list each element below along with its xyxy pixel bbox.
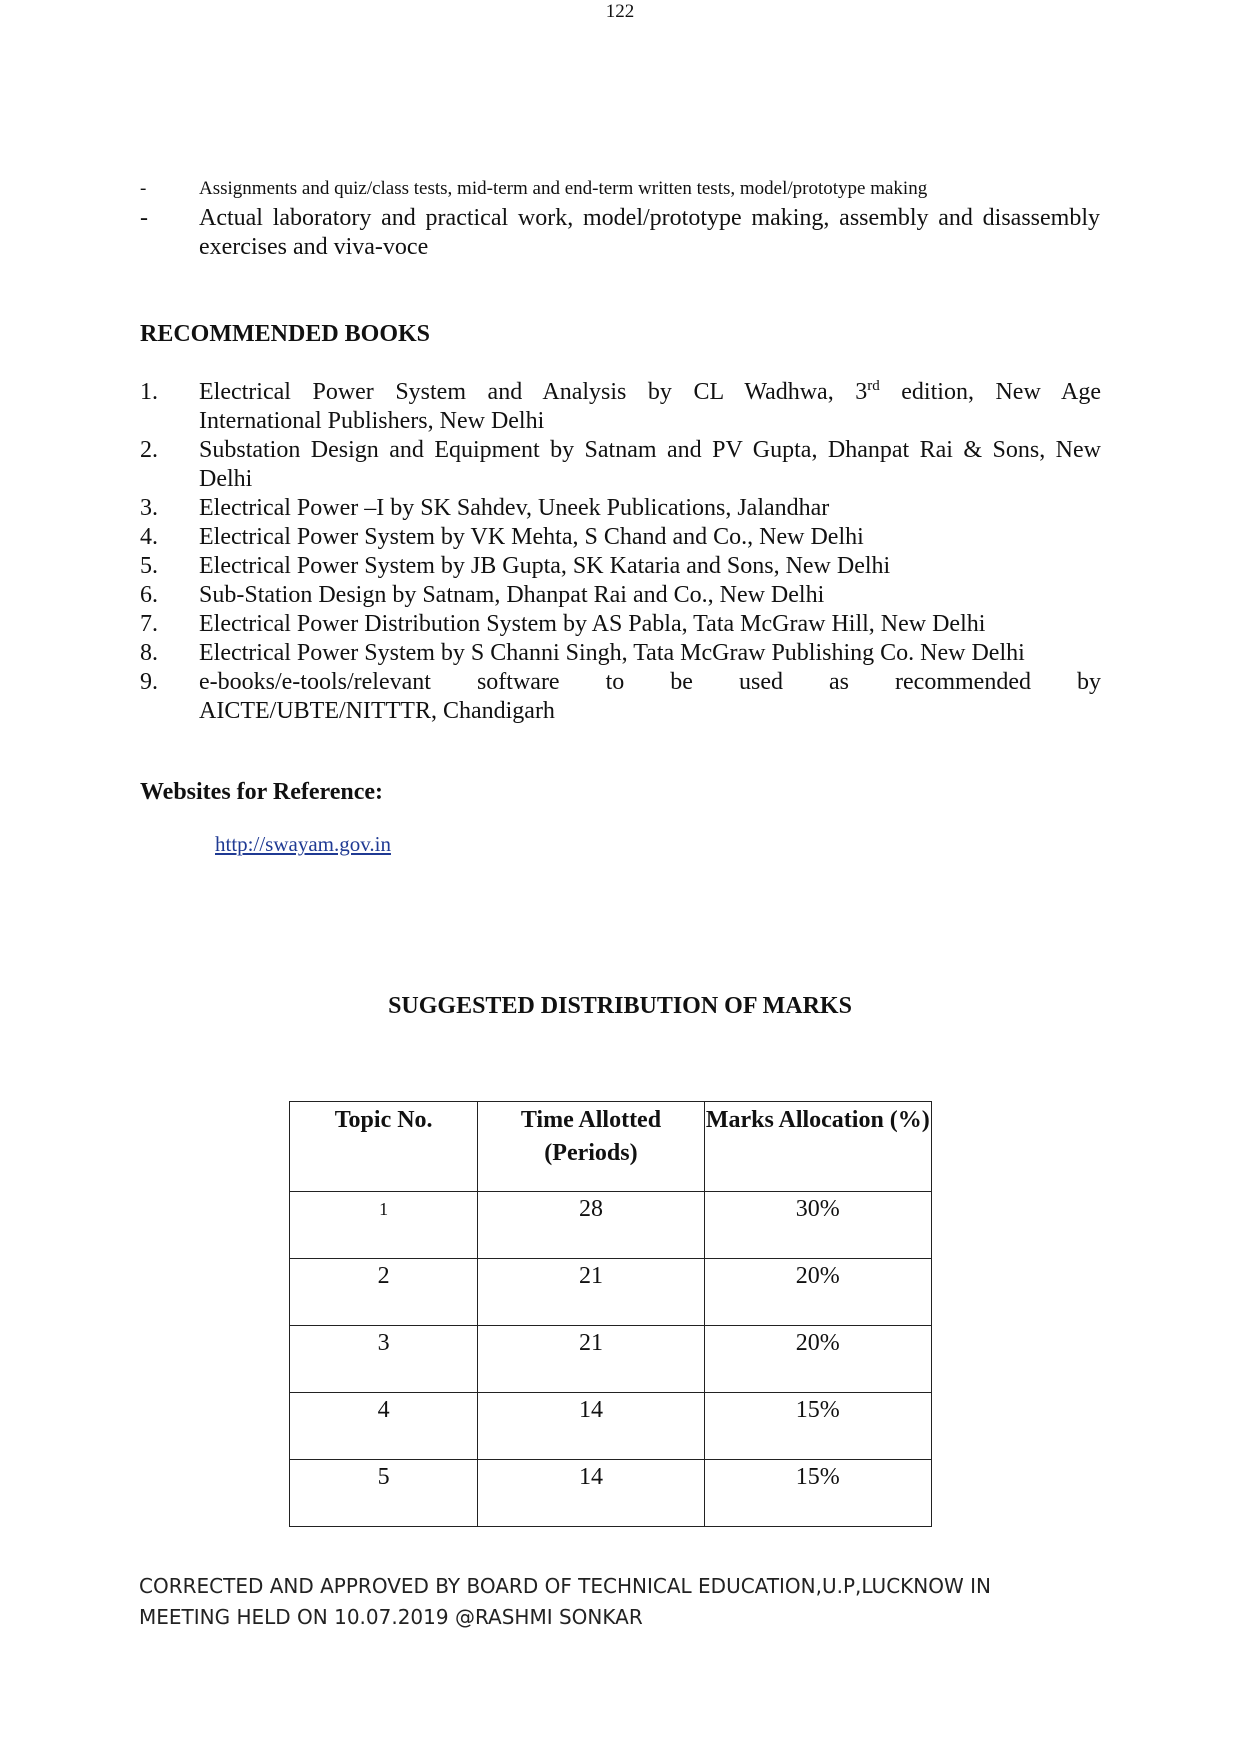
websites-heading: Websites for Reference: [140,779,384,805]
book-text: e-books/e-tools/relevant software to be used as recommended by AICTE/UBTE/NITTTR, Chandigarh [199,669,1101,724]
book-continuation: International Publishers, New Delhi [199,408,545,434]
cell-marks: 15% [704,1460,931,1527]
assessment-item-text: Actual laboratory and practical work, model/prototype making, assembly and disassembly exercises and viva-voce [199,205,1100,260]
book-continuation: AICTE/UBTE/NITTTR, Chandigarh [199,698,555,724]
cell-time: 21 [478,1259,704,1326]
cell-topic: 2 [290,1259,478,1326]
book-text: Electrical Power System by S Channi Singh, Tata McGraw Publishing Co. New Delhi [199,640,1025,666]
cell-time: 28 [478,1192,704,1259]
cell-topic: 3 [290,1326,478,1393]
table-row [290,1460,932,1527]
table-row [290,1192,932,1259]
book-item [140,581,1101,610]
cell-topic: 1 [290,1192,478,1259]
book-number: 7. [140,611,158,637]
book-item [140,552,1101,581]
assessment-item-text: Assignments and quiz/class tests, mid-term and end-term written tests, model/prototype making [199,178,928,199]
book-item [140,494,1101,523]
book-number: 5. [140,553,158,579]
book-item [140,523,1101,552]
cell-marks: 20% [704,1259,931,1326]
book-text: Sub-Station Design by Satnam, Dhanpat Rai and Co., New Delhi [199,582,825,608]
list-item [140,176,1100,202]
cell-marks: 20% [704,1326,931,1393]
book-item [140,378,1101,436]
cell-marks: 15% [704,1393,931,1460]
table-header-row [290,1102,932,1192]
column-header-topic: Topic No. [290,1102,478,1192]
marks-distribution-table [289,1101,932,1527]
distribution-title: SUGGESTED DISTRIBUTION OF MARKS [388,993,852,1019]
table-row [290,1259,932,1326]
cell-topic: 4 [290,1393,478,1460]
book-continuation: Delhi [199,466,253,492]
book-number: 4. [140,524,158,550]
book-text: Electrical Power –I by SK Sahdev, Uneek Publications, Jalandhar [199,495,830,521]
footer-line: MEETING HELD ON 10.07.2019 @RASHMI SONKAR [139,1605,643,1629]
website-link[interactable]: http://swayam.gov.in [215,832,391,856]
dash-marker: - [140,178,147,199]
book-number: 6. [140,582,158,608]
book-number: 1. [140,379,158,405]
dash-marker: - [140,205,148,231]
table-row [290,1326,932,1393]
book-item [140,668,1101,726]
book-number: 8. [140,640,158,666]
column-header-time: Time Allotted (Periods) [478,1102,704,1192]
book-item [140,639,1101,668]
book-number: 3. [140,495,158,521]
footer-line: CORRECTED AND APPROVED BY BOARD OF TECHNICAL EDUCATION,U.P,LUCKNOW IN [139,1574,991,1598]
cell-time: 14 [478,1460,704,1527]
approval-footer [139,1571,1139,1633]
page-number: 122 [605,1,635,22]
recommended-books-heading: RECOMMENDED BOOKS [140,321,431,347]
book-number: 2. [140,437,158,463]
book-item [140,610,1101,639]
assessment-list [140,176,1100,262]
recommended-books-list [140,378,1101,726]
column-header-marks: Marks Allocation (%) [704,1102,931,1192]
cell-marks: 30% [704,1192,931,1259]
cell-time: 21 [478,1326,704,1393]
book-number: 9. [140,669,158,695]
book-text: Electrical Power Distribution System by AS Pabla, Tata McGraw Hill, New Delhi [199,611,986,637]
cell-time: 14 [478,1393,704,1460]
list-item [140,204,1100,262]
book-text: Electrical Power System by VK Mehta, S Chand and Co., New Delhi [199,524,864,550]
cell-topic: 5 [290,1460,478,1527]
table-row [290,1393,932,1460]
book-text: Substation Design and Equipment by Satnam and PV Gupta, Dhanpat Rai & Sons, New Delhi [199,437,1101,492]
book-text: Electrical Power System by JB Gupta, SK Kataria and Sons, New Delhi [199,553,891,579]
book-item [140,436,1101,494]
ordinal-superscript: rd [867,378,880,394]
book-text: Electrical Power System and Analysis by CL Wadhwa, 3rd edition, New Age International Publishers, New Delhi [199,378,1101,434]
